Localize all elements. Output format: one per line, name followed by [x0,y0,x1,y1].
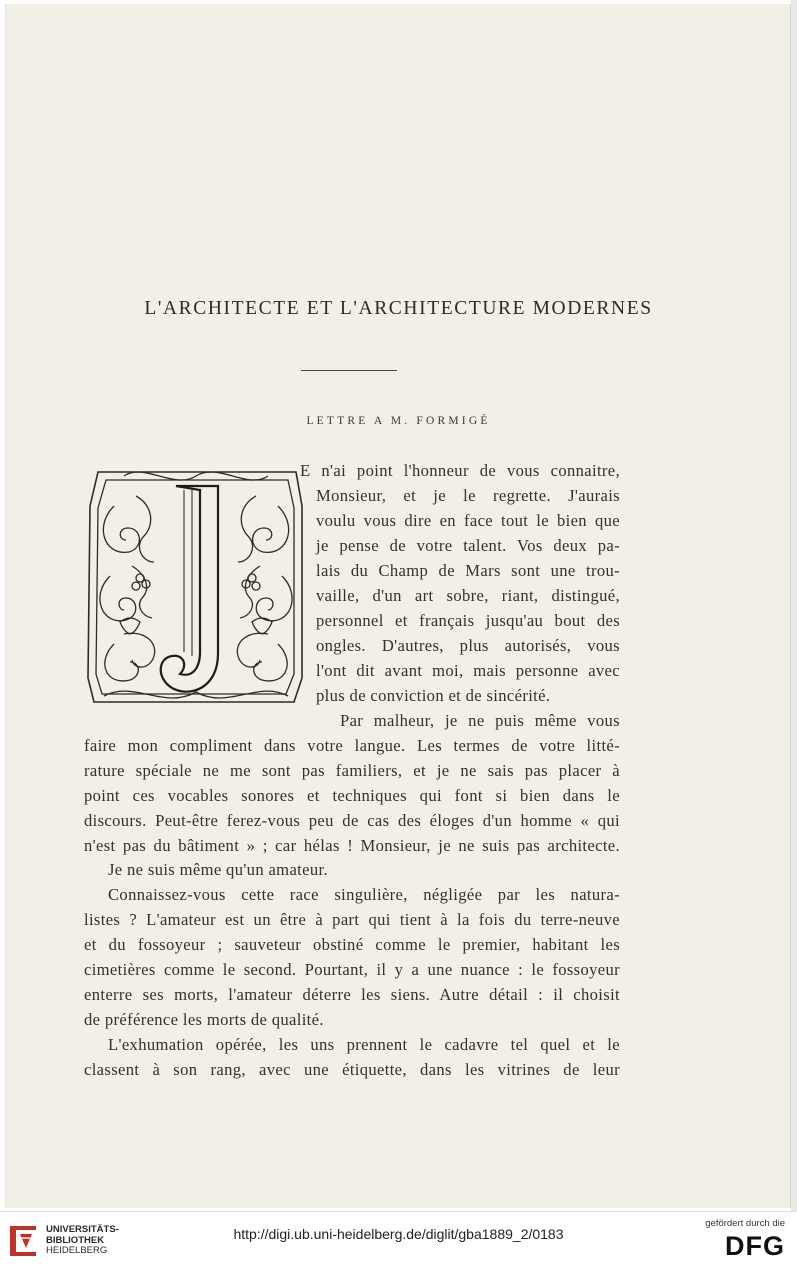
library-line-2: BIBLIOTHEK [46,1234,105,1246]
article-subtitle: LETTRE A M. FORMIGÉ [306,415,491,427]
text-line-16: n'est pas du bâtiment » ; car hélas ! Monsieur, je ne suis pas architecte. [84,836,620,855]
text-line-25: classent à son rang, avec une étiquette, dans les vitrines de leur [84,1060,620,1079]
text-line-7: personnel et français jusqu'au bout des [316,611,620,630]
title-divider [301,370,397,371]
text-line-18: Connaissez-vous cette race singulière, négligée par les natura- [108,885,620,904]
text-line-11: Par malheur, je ne puis même vous [340,711,620,730]
text-line-24: L'exhumation opérée, les uns prennent le cadavre tel quel et le [108,1035,620,1054]
article-title: L'ARCHITECTE ET L'ARCHITECTURE MODERNES [144,298,653,319]
library-line-1: UNIVERSITÄTS- [46,1224,119,1235]
text-line-14: point ces vocables sonores et techniques qui font si bien dans le [84,786,620,805]
text-line-9: l'ont dit avant moi, mais personne avec [316,661,620,680]
text-line-4: je pense de votre talent. Vos deux pa- [316,536,620,555]
text-line-23: de préférence les morts de qualité. [84,1010,324,1029]
text-line-6: vaille, d'un art sobre, riant, distingué, [316,586,620,605]
ornamental-dropcap [84,466,308,712]
text-line-17: Je ne suis même qu'un amateur. [108,860,328,879]
dfg-logo[interactable]: DFG [725,1231,785,1261]
library-line-3: HEIDELBERG [46,1245,108,1256]
text-line-12: faire mon compliment dans votre langue. Les termes de votre litté- [84,736,620,755]
text-line-10: plus de conviction et de sincérité. [316,686,551,705]
text-line-22: enterre ses morts, l'amateur déterre les siens. Autre détail : il choisit [84,985,620,1004]
text-line-13: rature spéciale ne me sont pas familiers, et je ne sais pas placer à [84,761,620,780]
text-line-1: E n'ai point l'honneur de vous connaitre, [300,461,620,480]
text-line-3: voulu vous dire en face tout le bien que [316,511,620,530]
page-edge [791,0,797,1211]
text-line-21: cimetières comme le second. Pourtant, il y a une nuance : le fossoyeur [84,960,620,979]
text-line-19: listes ? L'amateur est un être à part qui tient à la fois du terre-neuve [84,910,620,929]
text-line-2: Monsieur, et je le regrette. J'aurais [316,486,620,505]
funded-by-label: gefördert durch die [705,1218,785,1229]
text-line-15: discours. Peut-être ferez-vous peu de cas des éloges d'un homme « qui [84,811,620,830]
text-line-8: ongles. D'autres, plus autorisés, vous [316,636,620,655]
text-line-20: et du fossoyeur ; sauveteur obstiné comme le premier, habitant les [84,935,620,954]
text-line-5: lais du Champ de Mars sont une trou- [316,561,620,580]
source-url-link[interactable]: http://digi.ub.uni-heidelberg.de/diglit/gba1889_2/0183 [233,1226,564,1242]
